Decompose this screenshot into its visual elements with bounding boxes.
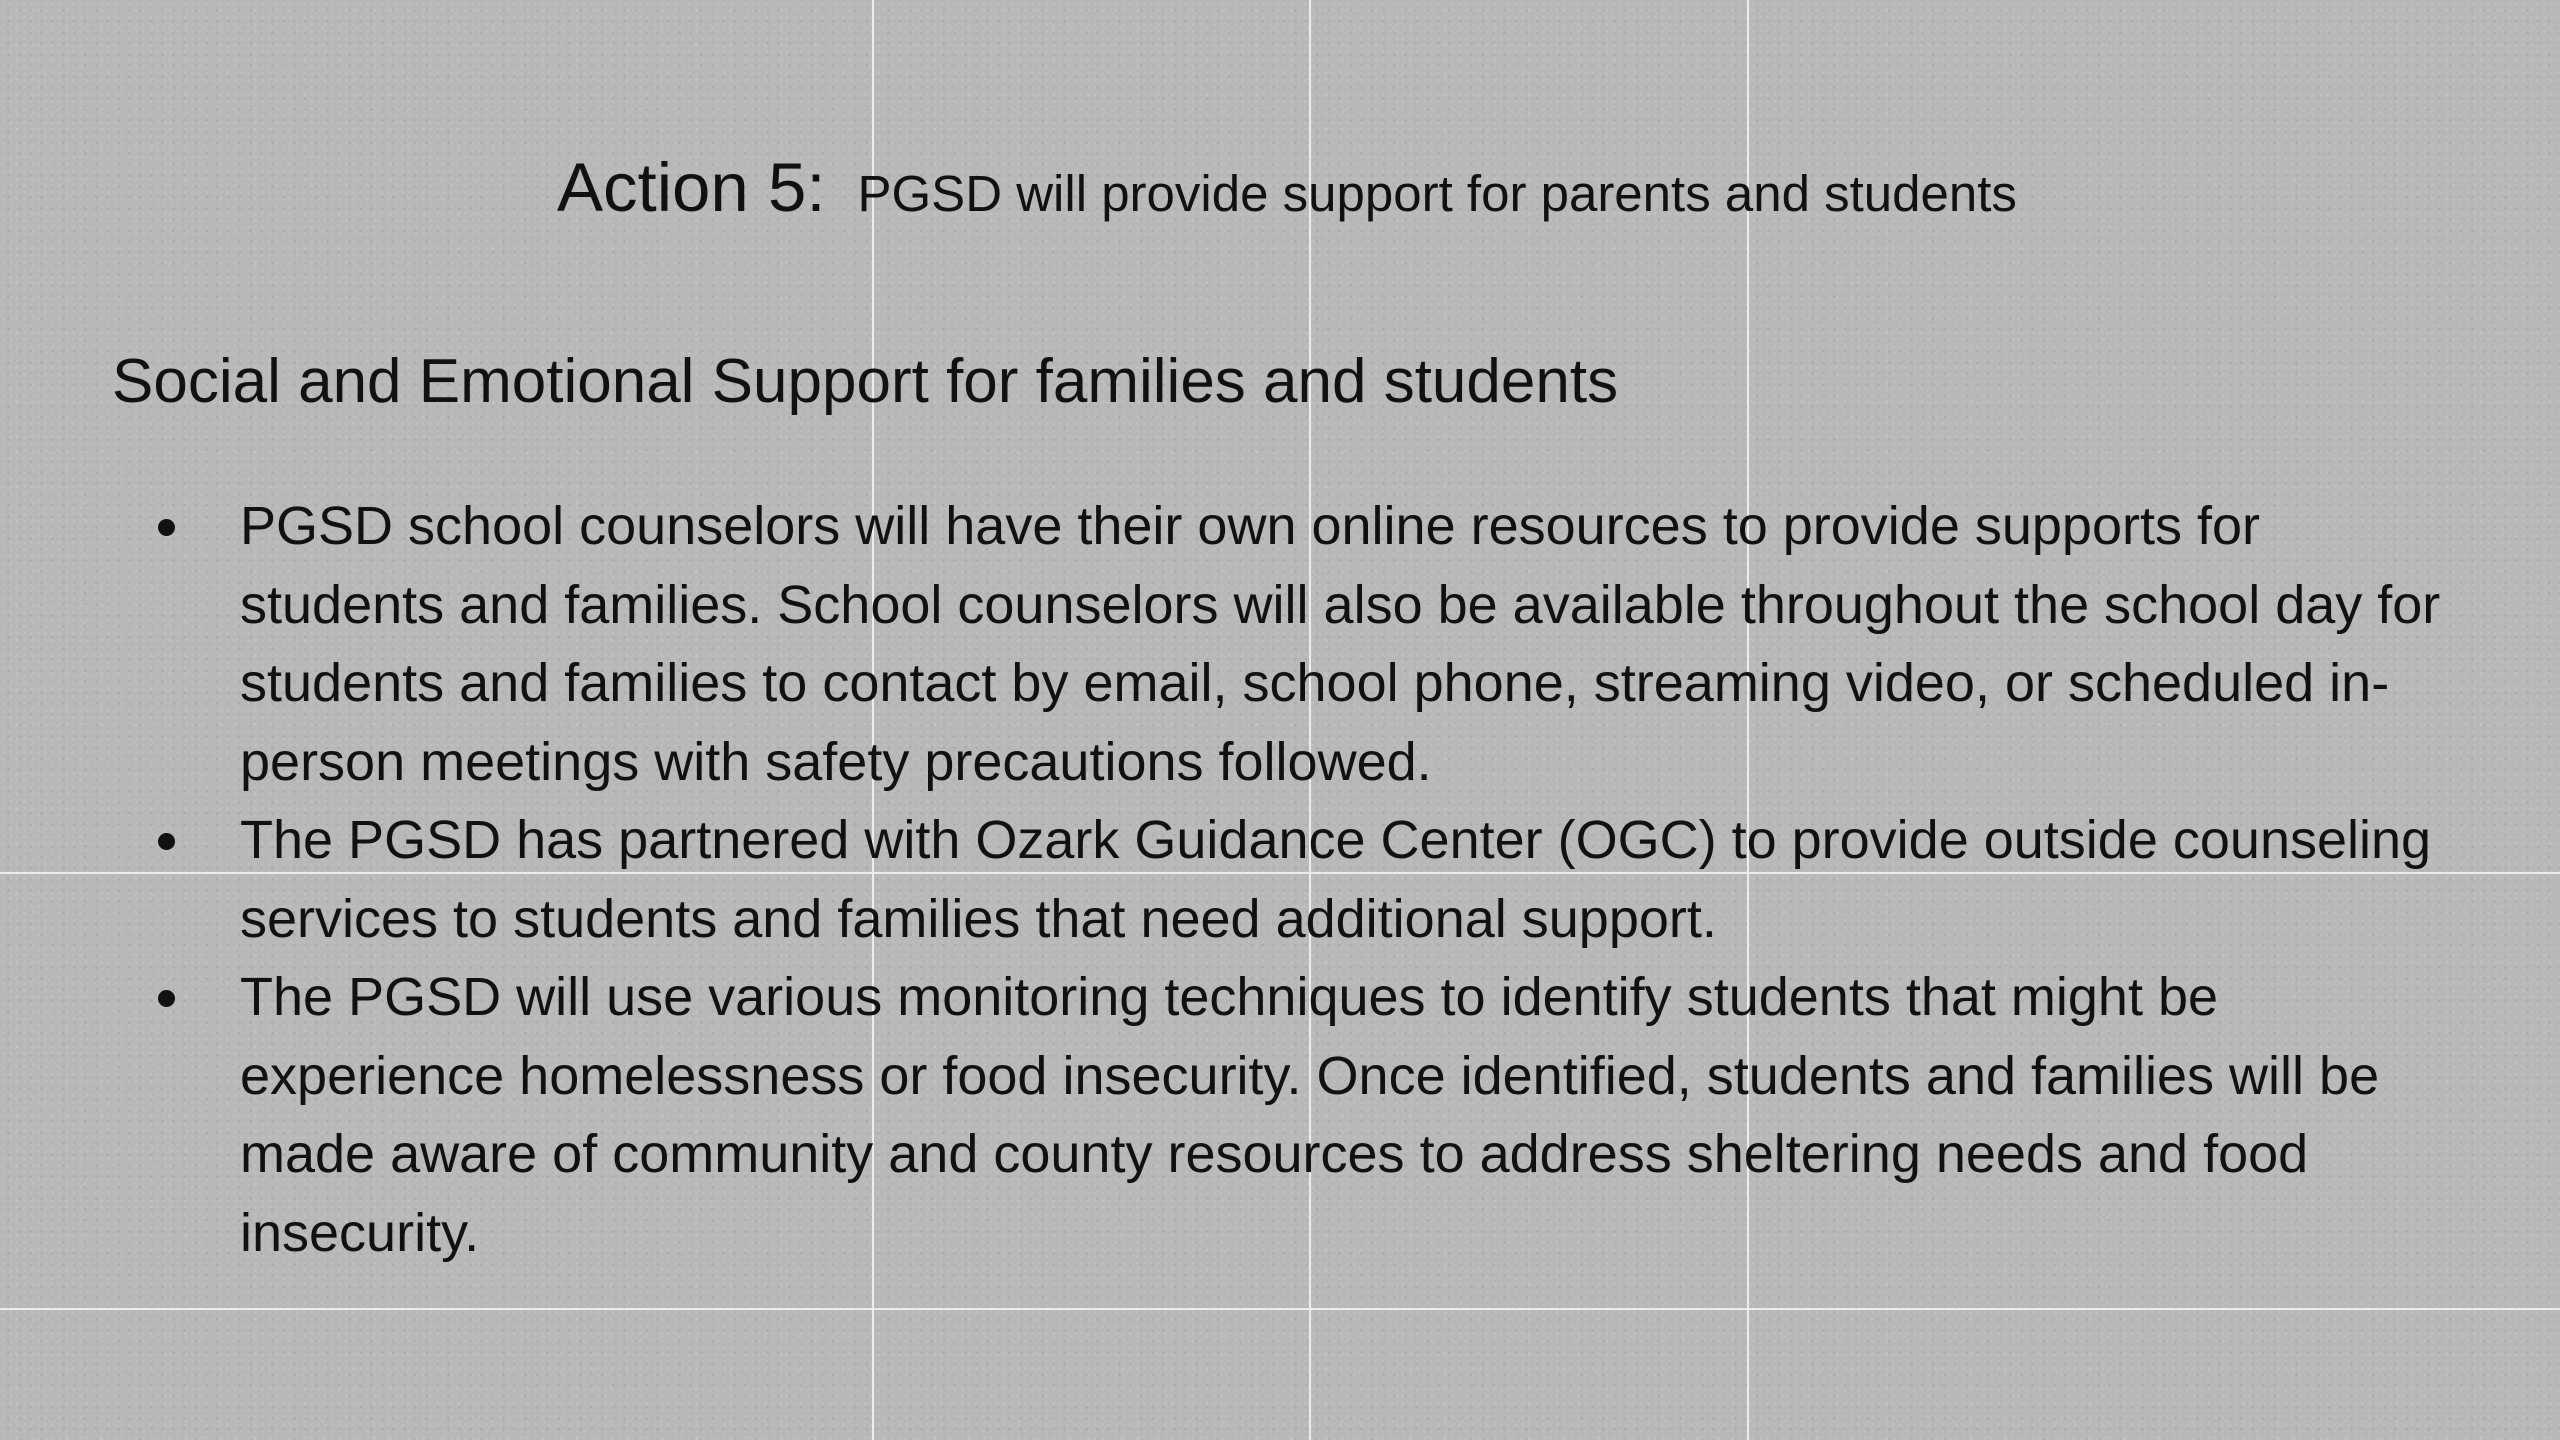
bullet-icon [158, 519, 175, 536]
bullet-list [150, 487, 2450, 1272]
list-item [150, 487, 2450, 801]
title-action-label: Action 5: [557, 149, 826, 226]
list-item-text: The PGSD will use various monitoring techniques to identify students that might be experience homelessness or food insecurity. Once identified, students and families will be made aware of community and county resources to address sheltering needs and food insecurity. [240, 967, 2380, 1263]
title-subtitle: PGSD will provide support for parents and students [857, 165, 2017, 222]
grid-line-horizontal [0, 1308, 2560, 1310]
bullet-icon [158, 990, 175, 1007]
bullet-icon [158, 833, 175, 850]
section-heading: Social and Emotional Support for families and students [112, 347, 1619, 416]
list-item-text: The PGSD has partnered with Ozark Guidance Center (OGC) to provide outside counseling services to students and families that need additional support. [240, 810, 2432, 949]
list-item-text: PGSD school counselors will have their own online resources to provide supports for students and families. School counselors will also be available throughout the school day for students and families to contact by email, school phone, streaming video, or scheduled in-person meetings with safety precautions followed. [240, 496, 2441, 792]
list-item [150, 801, 2450, 958]
list-item [150, 958, 2450, 1272]
slide-title [557, 148, 2017, 227]
